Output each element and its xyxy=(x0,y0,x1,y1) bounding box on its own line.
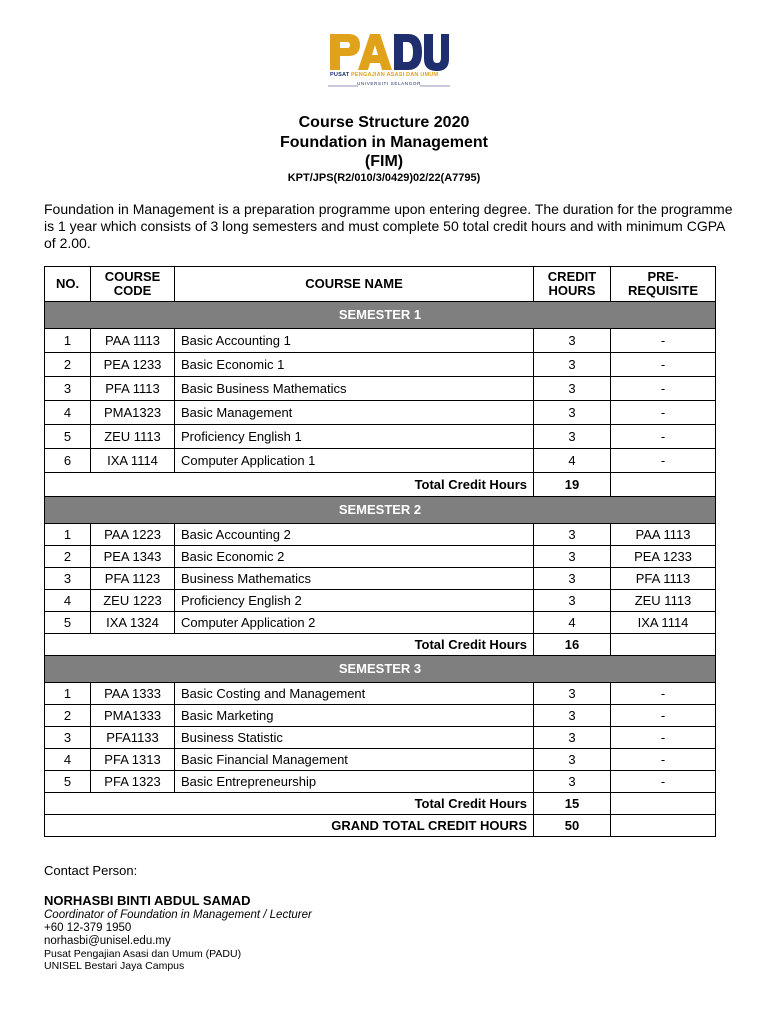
course-no: 3 xyxy=(45,377,91,401)
prerequisite: IXA 1114 xyxy=(611,612,716,634)
semester-header-row xyxy=(45,656,716,683)
prerequisite: PFA 1113 xyxy=(611,568,716,590)
prerequisite: PEA 1233 xyxy=(611,546,716,568)
course-code: PAA 1333 xyxy=(91,683,175,705)
credit-hours: 3 xyxy=(534,568,611,590)
course-no: 2 xyxy=(45,546,91,568)
semester-label: SEMESTER 3 xyxy=(45,656,716,683)
total-row xyxy=(45,473,716,497)
total-label: Total Credit Hours xyxy=(45,473,534,497)
contact-organization: Pusat Pengajian Asasi dan Umum (PADU) xyxy=(44,948,242,960)
course-code: PFA1133 xyxy=(91,727,175,749)
course-name: Basic Financial Management xyxy=(175,749,534,771)
course-name: Computer Application 1 xyxy=(175,449,534,473)
contact-label: Contact Person: xyxy=(44,863,138,878)
course-no: 3 xyxy=(45,568,91,590)
course-code: ZEU 1113 xyxy=(91,425,175,449)
credit-hours: 3 xyxy=(534,546,611,568)
prerequisite: - xyxy=(611,377,716,401)
course-name: Basic Costing and Management xyxy=(175,683,534,705)
table-row xyxy=(45,771,716,793)
empty-cell xyxy=(611,634,716,656)
table-body xyxy=(45,302,716,837)
header-prerequisite: PRE-REQUISITE xyxy=(611,267,716,302)
prerequisite: ZEU 1113 xyxy=(611,590,716,612)
credit-hours: 4 xyxy=(534,612,611,634)
table-row xyxy=(45,727,716,749)
credit-hours: 3 xyxy=(534,705,611,727)
semester-label: SEMESTER 1 xyxy=(45,302,716,329)
table-row xyxy=(45,546,716,568)
table-row xyxy=(45,683,716,705)
credit-hours: 3 xyxy=(534,727,611,749)
contact-email[interactable]: norhasbi@unisel.edu.my xyxy=(44,935,171,947)
table-row xyxy=(45,377,716,401)
empty-cell xyxy=(611,473,716,497)
credit-hours: 3 xyxy=(534,683,611,705)
programme-name: Foundation in Management xyxy=(280,134,488,151)
course-no: 5 xyxy=(45,425,91,449)
grand-total-row xyxy=(45,815,716,837)
course-name: Basic Marketing xyxy=(175,705,534,727)
credit-hours: 3 xyxy=(534,771,611,793)
prerequisite: - xyxy=(611,329,716,353)
course-code: IXA 1114 xyxy=(91,449,175,473)
credit-hours: 3 xyxy=(534,401,611,425)
course-name: Basic Entrepreneurship xyxy=(175,771,534,793)
header-credit-hours: CREDIT HOURS xyxy=(534,267,611,302)
credit-hours: 3 xyxy=(534,749,611,771)
course-no: 1 xyxy=(45,524,91,546)
course-code: PFA 1123 xyxy=(91,568,175,590)
course-code: PAA 1113 xyxy=(91,329,175,353)
prerequisite: - xyxy=(611,771,716,793)
document-title: Course Structure 2020 xyxy=(298,114,470,131)
logo-subtitle: PUSAT PENGAJIAN ASASI DAN UMUM xyxy=(330,72,439,78)
course-name: Basic Accounting 1 xyxy=(175,329,534,353)
course-code: PFA 1113 xyxy=(91,377,175,401)
course-name: Proficiency English 1 xyxy=(175,425,534,449)
empty-cell xyxy=(611,793,716,815)
prerequisite: - xyxy=(611,353,716,377)
semester-label: SEMESTER 2 xyxy=(45,497,716,524)
table-row xyxy=(45,329,716,353)
table-row xyxy=(45,705,716,727)
credit-hours: 3 xyxy=(534,377,611,401)
prerequisite: PAA 1113 xyxy=(611,524,716,546)
course-no: 1 xyxy=(45,683,91,705)
course-no: 4 xyxy=(45,401,91,425)
total-row xyxy=(45,793,716,815)
table-row xyxy=(45,401,716,425)
course-no: 4 xyxy=(45,749,91,771)
prerequisite: - xyxy=(611,683,716,705)
credit-hours: 4 xyxy=(534,449,611,473)
table-row xyxy=(45,590,716,612)
total-label: Total Credit Hours xyxy=(45,793,534,815)
course-name: Business Mathematics xyxy=(175,568,534,590)
credit-hours: 3 xyxy=(534,329,611,353)
table-row xyxy=(45,612,716,634)
credit-hours: 3 xyxy=(534,425,611,449)
course-name: Basic Management xyxy=(175,401,534,425)
course-no: 2 xyxy=(45,705,91,727)
total-value: 16 xyxy=(534,634,611,656)
accreditation-code: KPT/JPS(R2/010/3/0429)02/22(A7795) xyxy=(287,172,481,184)
course-name: Business Statistic xyxy=(175,727,534,749)
course-code: PFA 1313 xyxy=(91,749,175,771)
course-code: PMA1333 xyxy=(91,705,175,727)
intro-paragraph: Foundation in Management is a preparation programme upon entering degree. The duration for the programme is 1 year which consists of 3 long semesters and must complete 50 total credit hours and with minimum CGPA of 2.00. xyxy=(44,201,733,251)
course-name: Basic Business Mathematics xyxy=(175,377,534,401)
course-name: Computer Application 2 xyxy=(175,612,534,634)
total-label: Total Credit Hours xyxy=(45,634,534,656)
course-code: IXA 1324 xyxy=(91,612,175,634)
course-no: 5 xyxy=(45,771,91,793)
credit-hours: 3 xyxy=(534,590,611,612)
course-no: 6 xyxy=(45,449,91,473)
semester-header-row xyxy=(45,497,716,524)
course-name: Proficiency English 2 xyxy=(175,590,534,612)
course-name: Basic Accounting 2 xyxy=(175,524,534,546)
course-name: Basic Economic 2 xyxy=(175,546,534,568)
logo-university: UNIVERSITI SELANGOR xyxy=(357,81,421,86)
course-code: ZEU 1223 xyxy=(91,590,175,612)
course-code: PAA 1223 xyxy=(91,524,175,546)
table-row xyxy=(45,524,716,546)
empty-cell xyxy=(611,815,716,837)
contact-phone: +60 12-379 1950 xyxy=(44,922,132,934)
course-no: 3 xyxy=(45,727,91,749)
total-value: 15 xyxy=(534,793,611,815)
course-no: 5 xyxy=(45,612,91,634)
grand-total-label: GRAND TOTAL CREDIT HOURS xyxy=(45,815,534,837)
header-course-name: COURSE NAME xyxy=(175,267,534,302)
header-course-code: COURSE CODE xyxy=(91,267,175,302)
total-value: 19 xyxy=(534,473,611,497)
programme-abbrev: (FIM) xyxy=(364,153,404,170)
prerequisite: - xyxy=(611,425,716,449)
prerequisite: - xyxy=(611,749,716,771)
course-name: Basic Economic 1 xyxy=(175,353,534,377)
course-structure-table xyxy=(44,266,716,837)
table-row xyxy=(45,449,716,473)
prerequisite: - xyxy=(611,705,716,727)
contact-role: Coordinator of Foundation in Management / Lecturer xyxy=(44,909,312,921)
semester-header-row xyxy=(45,302,716,329)
grand-total-value: 50 xyxy=(534,815,611,837)
header-no: NO. xyxy=(45,267,91,302)
credit-hours: 3 xyxy=(534,524,611,546)
course-code: PFA 1323 xyxy=(91,771,175,793)
table-row xyxy=(45,353,716,377)
total-row xyxy=(45,634,716,656)
course-no: 2 xyxy=(45,353,91,377)
table-row xyxy=(45,749,716,771)
course-code: PEA 1343 xyxy=(91,546,175,568)
contact-campus: UNISEL Bestari Jaya Campus xyxy=(44,960,185,972)
course-code: PMA1323 xyxy=(91,401,175,425)
course-no: 1 xyxy=(45,329,91,353)
table-row xyxy=(45,568,716,590)
course-code: PEA 1233 xyxy=(91,353,175,377)
prerequisite: - xyxy=(611,727,716,749)
table-row xyxy=(45,425,716,449)
prerequisite: - xyxy=(611,401,716,425)
prerequisite: - xyxy=(611,449,716,473)
contact-name: NORHASBI BINTI ABDUL SAMAD xyxy=(44,893,251,908)
credit-hours: 3 xyxy=(534,353,611,377)
course-no: 4 xyxy=(45,590,91,612)
